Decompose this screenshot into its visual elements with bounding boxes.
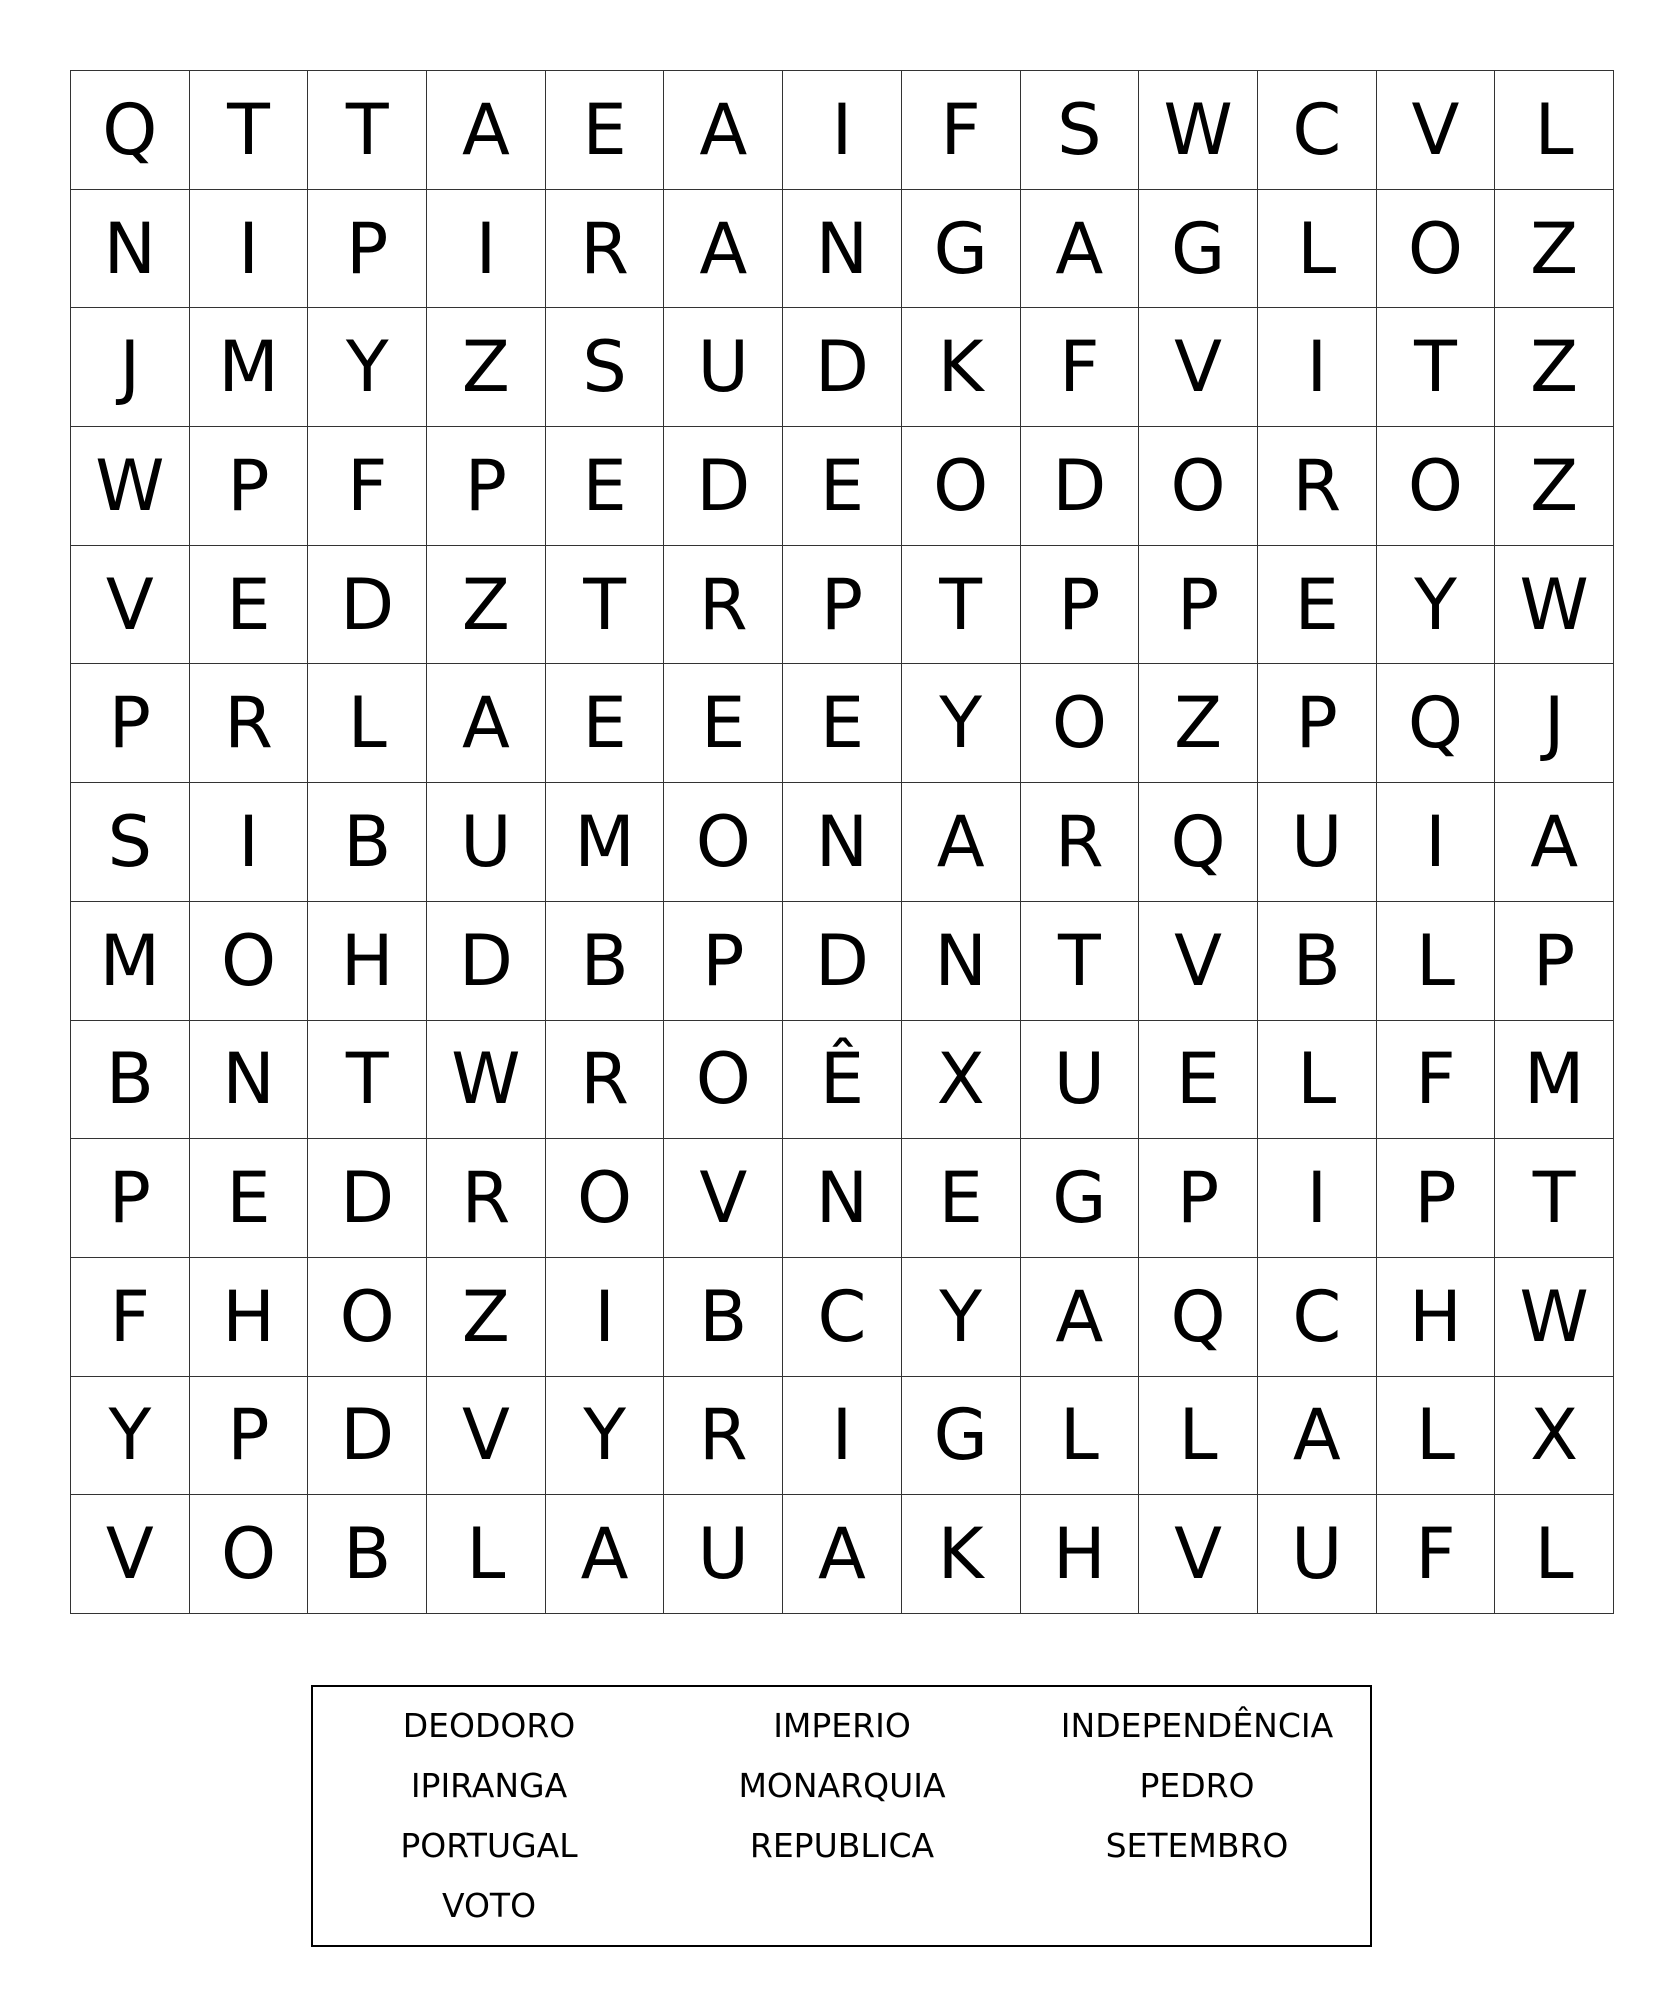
grid-cell[interactable]: L xyxy=(1139,1377,1258,1496)
grid-cell[interactable]: V xyxy=(71,1495,190,1614)
grid-cell[interactable]: V xyxy=(664,1139,783,1258)
grid-cell[interactable]: E xyxy=(783,427,902,546)
word-list-item: SETEMBRO xyxy=(1105,1826,1289,1865)
grid-cell[interactable]: L xyxy=(1258,1021,1377,1140)
word-list-item: IPIRANGA xyxy=(410,1766,568,1805)
grid-cell[interactable]: D xyxy=(308,546,427,665)
grid-cell[interactable]: Z xyxy=(1495,427,1614,546)
grid-cell[interactable]: N xyxy=(783,1139,902,1258)
grid-cell[interactable]: A xyxy=(664,71,783,190)
grid-cell[interactable]: I xyxy=(546,1258,665,1377)
grid-cell[interactable]: U xyxy=(1258,1495,1377,1614)
grid-cell[interactable]: T xyxy=(308,1021,427,1140)
grid-cell[interactable]: Z xyxy=(427,308,546,427)
grid-cell[interactable]: P xyxy=(190,1377,309,1496)
grid-cell[interactable]: A xyxy=(902,783,1021,902)
grid-cell[interactable]: Y xyxy=(546,1377,665,1496)
grid-cell[interactable]: T xyxy=(902,546,1021,665)
grid-cell[interactable]: P xyxy=(1377,1139,1496,1258)
grid-cell[interactable]: E xyxy=(546,664,665,783)
grid-cell[interactable]: I xyxy=(783,71,902,190)
grid-cell[interactable]: E xyxy=(902,1139,1021,1258)
word-list-item: IMPERIO xyxy=(773,1706,911,1745)
grid-cell[interactable]: O xyxy=(1377,427,1496,546)
grid-cell[interactable]: O xyxy=(308,1258,427,1377)
grid-cell[interactable]: L xyxy=(1495,1495,1614,1614)
grid-cell[interactable]: R xyxy=(664,546,783,665)
grid-cell[interactable]: K xyxy=(902,1495,1021,1614)
grid-cell[interactable]: P xyxy=(1139,546,1258,665)
grid-cell[interactable]: Y xyxy=(71,1377,190,1496)
grid-cell[interactable]: G xyxy=(1139,190,1258,309)
grid-cell[interactable]: O xyxy=(902,427,1021,546)
grid-cell[interactable]: E xyxy=(1139,1021,1258,1140)
grid-cell[interactable]: X xyxy=(902,1021,1021,1140)
grid-cell[interactable]: E xyxy=(1258,546,1377,665)
word-list-item: PEDRO xyxy=(1139,1766,1255,1805)
grid-cell[interactable]: R xyxy=(190,664,309,783)
grid-cell[interactable]: A xyxy=(427,664,546,783)
grid-cell[interactable]: Y xyxy=(1377,546,1496,665)
grid-cell[interactable]: E xyxy=(190,1139,309,1258)
grid-cell[interactable]: U xyxy=(1021,1021,1140,1140)
grid-cell[interactable]: K xyxy=(902,308,1021,427)
grid-cell[interactable]: B xyxy=(546,902,665,1021)
grid-cell[interactable]: O xyxy=(1139,427,1258,546)
word-list-item: VOTO xyxy=(441,1886,537,1925)
grid-cell[interactable]: O xyxy=(190,902,309,1021)
grid-cell[interactable]: R xyxy=(664,1377,783,1496)
grid-cell[interactable]: W xyxy=(71,427,190,546)
grid-cell[interactable]: L xyxy=(1495,71,1614,190)
grid-cell[interactable]: L xyxy=(308,664,427,783)
grid-cell[interactable]: P xyxy=(1258,664,1377,783)
grid-cell[interactable]: N xyxy=(71,190,190,309)
grid-cell[interactable]: P xyxy=(1021,546,1140,665)
grid-cell[interactable]: S xyxy=(546,308,665,427)
grid-cell[interactable]: W xyxy=(427,1021,546,1140)
grid-cell[interactable]: M xyxy=(546,783,665,902)
grid-cell[interactable]: F xyxy=(1021,308,1140,427)
grid-cell[interactable]: B xyxy=(1258,902,1377,1021)
grid-cell[interactable]: E xyxy=(546,71,665,190)
grid-cell[interactable]: T xyxy=(546,546,665,665)
grid-cell[interactable]: P xyxy=(1495,902,1614,1021)
grid-cell[interactable]: R xyxy=(1021,783,1140,902)
grid-cell[interactable]: T xyxy=(190,71,309,190)
grid-cell[interactable]: G xyxy=(902,190,1021,309)
grid-cell[interactable]: Q xyxy=(1139,1258,1258,1377)
grid-cell[interactable]: C xyxy=(1258,1258,1377,1377)
grid-cell[interactable]: L xyxy=(1258,190,1377,309)
grid-cell[interactable]: P xyxy=(71,664,190,783)
grid-cell[interactable]: I xyxy=(190,783,309,902)
grid-cell[interactable]: I xyxy=(1377,783,1496,902)
grid-cell[interactable]: R xyxy=(1258,427,1377,546)
grid-cell[interactable]: L xyxy=(427,1495,546,1614)
grid-cell[interactable]: Y xyxy=(902,664,1021,783)
grid-cell[interactable]: D xyxy=(308,1377,427,1496)
grid-cell[interactable]: R xyxy=(546,1021,665,1140)
grid-cell[interactable]: Z xyxy=(427,1258,546,1377)
grid-cell[interactable]: F xyxy=(71,1258,190,1377)
grid-cell[interactable]: N xyxy=(902,902,1021,1021)
grid-cell[interactable]: E xyxy=(190,546,309,665)
grid-cell[interactable]: P xyxy=(783,546,902,665)
word-list-item: MONARQUIA xyxy=(738,1766,946,1805)
grid-cell[interactable]: O xyxy=(664,783,783,902)
grid-cell[interactable]: W xyxy=(1495,1258,1614,1377)
grid-cell[interactable]: Ê xyxy=(783,1021,902,1140)
grid-cell[interactable]: V xyxy=(1139,902,1258,1021)
grid-cell[interactable]: F xyxy=(1377,1495,1496,1614)
grid-cell[interactable]: P xyxy=(308,190,427,309)
grid-cell[interactable]: A xyxy=(1258,1377,1377,1496)
grid-cell[interactable]: T xyxy=(308,71,427,190)
grid-cell[interactable]: T xyxy=(1021,902,1140,1021)
grid-cell[interactable]: P xyxy=(1139,1139,1258,1258)
grid-cell[interactable]: V xyxy=(1139,308,1258,427)
grid-cell[interactable]: U xyxy=(427,783,546,902)
grid-cell[interactable]: Q xyxy=(1139,783,1258,902)
grid-cell[interactable]: B xyxy=(664,1258,783,1377)
grid-cell[interactable]: W xyxy=(1495,546,1614,665)
grid-cell[interactable]: O xyxy=(1377,190,1496,309)
grid-cell[interactable]: Z xyxy=(1139,664,1258,783)
grid-cell[interactable]: M xyxy=(190,308,309,427)
grid-cell[interactable]: O xyxy=(664,1021,783,1140)
grid-cell[interactable]: H xyxy=(190,1258,309,1377)
grid-cell[interactable]: B xyxy=(308,783,427,902)
grid-cell[interactable]: V xyxy=(1139,1495,1258,1614)
grid-cell[interactable]: U xyxy=(664,1495,783,1614)
grid-cell[interactable]: Y xyxy=(902,1258,1021,1377)
grid-cell[interactable]: P xyxy=(664,902,783,1021)
grid-cell[interactable]: E xyxy=(783,664,902,783)
grid-cell[interactable]: A xyxy=(427,71,546,190)
grid-cell[interactable]: G xyxy=(1021,1139,1140,1258)
grid-cell[interactable]: V xyxy=(427,1377,546,1496)
grid-cell[interactable]: V xyxy=(1377,71,1496,190)
grid-cell[interactable]: M xyxy=(1495,1021,1614,1140)
grid-cell[interactable]: A xyxy=(1021,1258,1140,1377)
grid-cell[interactable]: B xyxy=(71,1021,190,1140)
grid-cell[interactable]: N xyxy=(190,1021,309,1140)
grid-cell[interactable]: H xyxy=(1021,1495,1140,1614)
grid-cell[interactable]: L xyxy=(1377,902,1496,1021)
grid-cell[interactable]: I xyxy=(190,190,309,309)
grid-cell[interactable]: M xyxy=(71,902,190,1021)
grid-cell[interactable]: P xyxy=(190,427,309,546)
grid-cell[interactable]: P xyxy=(427,427,546,546)
grid-cell[interactable]: E xyxy=(546,427,665,546)
grid-cell[interactable]: I xyxy=(1258,308,1377,427)
grid-cell[interactable]: D xyxy=(427,902,546,1021)
grid-cell[interactable]: Q xyxy=(1377,664,1496,783)
grid-cell[interactable]: T xyxy=(1495,1139,1614,1258)
grid-cell[interactable]: O xyxy=(546,1139,665,1258)
grid-cell[interactable]: Z xyxy=(1495,308,1614,427)
grid-cell[interactable]: U xyxy=(1258,783,1377,902)
grid-cell[interactable]: R xyxy=(427,1139,546,1258)
grid-cell[interactable]: L xyxy=(1021,1377,1140,1496)
grid-cell[interactable]: I xyxy=(427,190,546,309)
grid-cell[interactable]: A xyxy=(783,1495,902,1614)
grid-cell[interactable]: H xyxy=(308,902,427,1021)
grid-cell[interactable]: S xyxy=(1021,71,1140,190)
grid-cell[interactable]: O xyxy=(1021,664,1140,783)
grid-cell[interactable]: S xyxy=(71,783,190,902)
word-list-item: INDEPENDÊNCIA xyxy=(1060,1706,1334,1745)
word-list-item: PORTUGAL xyxy=(400,1826,578,1865)
grid-cell[interactable]: A xyxy=(664,190,783,309)
word-list-item: DEODORO xyxy=(402,1706,576,1745)
grid-cell[interactable]: N xyxy=(783,190,902,309)
grid-cell[interactable]: T xyxy=(1377,308,1496,427)
grid-cell[interactable]: D xyxy=(664,427,783,546)
letter-grid xyxy=(70,70,1614,1614)
grid-cell[interactable]: I xyxy=(783,1377,902,1496)
grid-cell[interactable]: P xyxy=(71,1139,190,1258)
grid-cell[interactable]: C xyxy=(1258,71,1377,190)
grid-cell[interactable]: Z xyxy=(427,546,546,665)
grid-cell[interactable]: R xyxy=(546,190,665,309)
grid-cell[interactable]: A xyxy=(1495,783,1614,902)
word-list-item: REPUBLICA xyxy=(749,1826,935,1865)
grid-cell[interactable]: A xyxy=(546,1495,665,1614)
grid-cell[interactable]: V xyxy=(71,546,190,665)
grid-cell[interactable]: D xyxy=(783,308,902,427)
grid-cell[interactable]: J xyxy=(1495,664,1614,783)
grid-cell[interactable]: H xyxy=(1377,1258,1496,1377)
grid-cell[interactable]: F xyxy=(308,427,427,546)
grid-cell[interactable]: B xyxy=(308,1495,427,1614)
grid-cell[interactable]: L xyxy=(1377,1377,1496,1496)
grid-cell[interactable]: A xyxy=(1021,190,1140,309)
grid-cell[interactable]: D xyxy=(783,902,902,1021)
grid-cell[interactable]: O xyxy=(190,1495,309,1614)
grid-cell[interactable]: J xyxy=(71,308,190,427)
grid-cell[interactable]: X xyxy=(1495,1377,1614,1496)
grid-cell[interactable]: C xyxy=(783,1258,902,1377)
grid-cell[interactable]: E xyxy=(664,664,783,783)
word-list-box xyxy=(311,1685,1372,1947)
grid-cell[interactable]: F xyxy=(902,71,1021,190)
grid-cell[interactable]: F xyxy=(1377,1021,1496,1140)
grid-cell[interactable]: I xyxy=(1258,1139,1377,1258)
grid-cell[interactable]: D xyxy=(1021,427,1140,546)
grid-cell[interactable]: U xyxy=(664,308,783,427)
grid-cell[interactable]: Y xyxy=(308,308,427,427)
grid-cell[interactable]: Z xyxy=(1495,190,1614,309)
grid-cell[interactable]: G xyxy=(902,1377,1021,1496)
grid-cell[interactable]: Q xyxy=(71,71,190,190)
grid-cell[interactable]: D xyxy=(308,1139,427,1258)
grid-cell[interactable]: N xyxy=(783,783,902,902)
grid-cell[interactable]: W xyxy=(1139,71,1258,190)
